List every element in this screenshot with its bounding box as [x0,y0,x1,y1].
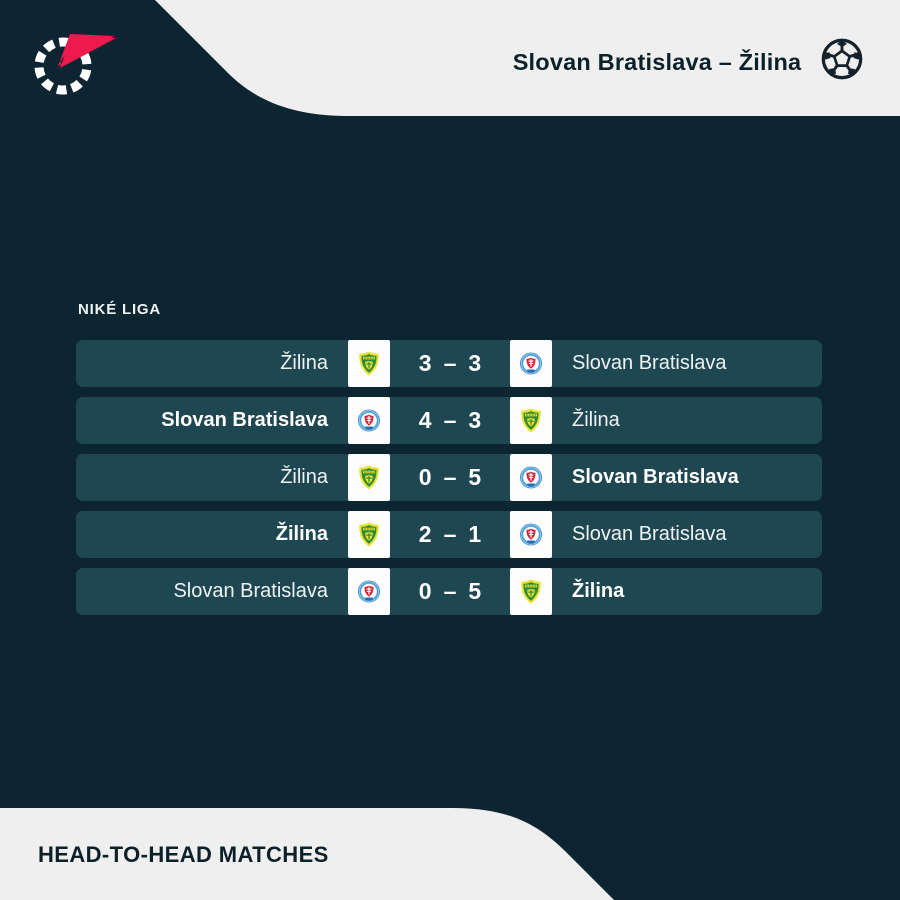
match-score [390,397,510,444]
home-team-name: Slovan Bratislava [173,580,328,602]
football-icon [819,36,865,82]
home-team-logo-box [348,511,390,558]
away-team-name: Žilina [572,409,620,431]
away-team-badge-icon [519,578,543,605]
away-team-name: Slovan Bratislava [572,466,739,488]
home-team-badge-icon [357,521,381,548]
away-team-name: Žilina [572,580,625,602]
home-team-badge-icon [357,350,381,377]
match-row[interactable] [76,397,822,444]
match-row[interactable] [76,568,822,615]
head-to-head-list [76,340,822,625]
home-team-badge-icon [357,464,381,491]
home-team-logo-box [348,454,390,501]
home-team-badge-icon [357,578,381,605]
away-score: 1 [468,521,482,547]
away-team-logo-box [510,568,552,615]
match-row[interactable] [76,454,822,501]
away-team-badge-icon [519,521,543,548]
away-team-badge-icon [519,464,543,491]
score-separator: – [443,521,457,547]
away-team-logo-box [510,397,552,444]
home-team-badge-icon [357,407,381,434]
match-score [390,340,510,387]
match-row[interactable] [76,340,822,387]
match-score [390,511,510,558]
away-score: 3 [468,350,482,376]
away-score: 5 [468,464,482,490]
home-team-logo-box [348,340,390,387]
section-title: HEAD-TO-HEAD MATCHES [38,842,329,867]
home-score: 0 [418,464,432,490]
away-team-name: Slovan Bratislava [572,352,727,374]
home-team-name: Slovan Bratislava [161,409,328,431]
home-team-name: Žilina [280,352,328,374]
away-score: 3 [468,407,482,433]
away-score: 5 [468,578,482,604]
home-score: 4 [418,407,432,433]
away-team-badge-icon [519,407,543,434]
away-team-logo-box [510,454,552,501]
away-team-logo-box [510,511,552,558]
home-team-logo-box [348,397,390,444]
home-team-name: Žilina [275,523,328,545]
match-score [390,568,510,615]
away-team-logo-box [510,340,552,387]
score-separator: – [443,407,457,433]
league-label: NIKÉ LIGA [78,301,162,318]
away-team-badge-icon [519,350,543,377]
score-separator: – [443,464,457,490]
page-title: Slovan Bratislava – Žilina [512,49,802,75]
home-score: 0 [418,578,432,604]
flashscore-logo-icon [30,26,122,100]
home-score: 2 [418,521,432,547]
away-team-name: Slovan Bratislava [572,523,727,545]
match-score [390,454,510,501]
home-team-logo-box [348,568,390,615]
match-row[interactable] [76,511,822,558]
score-separator: – [443,350,457,376]
home-team-name: Žilina [280,466,328,488]
home-score: 3 [418,350,432,376]
score-separator: – [443,578,457,604]
